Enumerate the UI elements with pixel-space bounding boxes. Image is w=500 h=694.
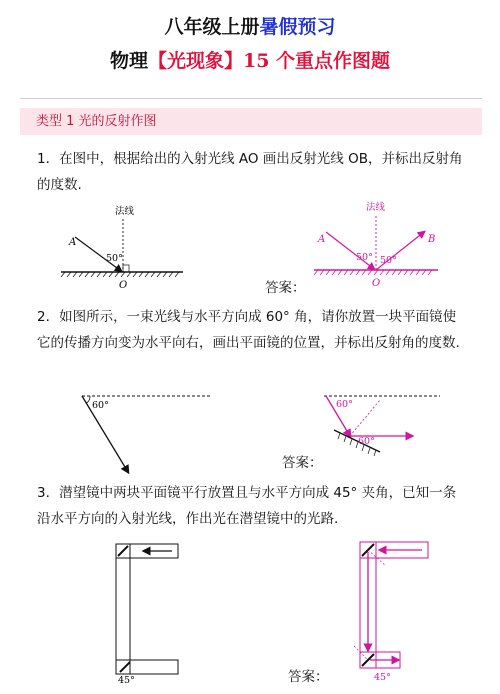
- q3-ans-angle-label: 45°: [374, 672, 391, 683]
- q3-ans-normal-bottom: [354, 646, 368, 660]
- q2-angle-arc: [87, 396, 91, 403]
- q1-ans-angle-left: 50°: [356, 252, 373, 263]
- q1-ans-label-o: O: [372, 278, 381, 289]
- question-3-text: 3．潜望镜中两块平面镜平行放置且与水平方向成 45° 夹角，已知一条沿水平方向的入射光线，作出光在潜望镜中的光路.: [37, 485, 457, 527]
- q2-ans-angle-top: 60°: [336, 399, 353, 410]
- q3-top-mirror: [118, 546, 128, 556]
- page-title-line1: [0, 12, 500, 39]
- section-type-bar: [20, 108, 482, 135]
- title-topic: 【光现象】15 个重点作图题: [147, 50, 391, 72]
- q1-normal-label: 法线: [115, 206, 135, 217]
- q1-ans-label-a: A: [318, 234, 326, 245]
- q1-label-a: A: [69, 237, 77, 248]
- q1-ans-angle-right: 50°: [380, 255, 397, 266]
- q3-bottom-mirror: [120, 662, 130, 672]
- q1-angle-label: 50°: [106, 253, 123, 264]
- q1-mirror-hatch: [61, 272, 179, 277]
- q3-angle-label: 45°: [118, 675, 135, 686]
- q1-diagram: [55, 205, 205, 290]
- header-divider: [20, 98, 482, 99]
- q3-answer-diagram: [352, 540, 432, 682]
- q1-ans-normal-label: 法线: [366, 202, 386, 213]
- title-grade: 八年级上册: [164, 16, 260, 38]
- question-2-text: 2．如图所示，一束光线与水平方向成 60° 角，请你放置一块平面镜使它的传播方向变为水平向右，画出平面镜的位置，并标出反射角的度数.: [37, 309, 460, 351]
- q1-label-o: O: [119, 280, 128, 291]
- q1-ans-mirror-hatch: [314, 270, 432, 275]
- q3-periscope-body-left: [116, 544, 130, 674]
- title-summer-preview: 暑假预习: [259, 16, 336, 38]
- q1-answer-diagram: [308, 200, 458, 290]
- section-label: 类型 1 光的反射作图: [36, 114, 157, 129]
- title-subject: 物理: [109, 50, 148, 72]
- q1-answer-label: 答案：: [265, 280, 306, 296]
- q2-ans-angle-mirror: 60°: [358, 436, 375, 447]
- q2-answer-diagram: [320, 392, 475, 467]
- q2-diagram: [78, 392, 218, 477]
- page-title-line2: [0, 46, 500, 73]
- q1-ans-label-b: B: [428, 234, 436, 245]
- q3-diagram: [110, 540, 210, 686]
- q2-ans-normal: [350, 400, 380, 436]
- question-1-text: 1．在图中，根据给出的入射光线 AO 画出反射光线 OB，并标出反射角的度数.: [37, 151, 463, 193]
- q3-answer-label: 答案：: [288, 669, 329, 685]
- q2-angle-label: 60°: [92, 400, 109, 411]
- q1-right-angle-mark: [123, 265, 129, 272]
- q1-ans-incident-ray: [326, 232, 374, 269]
- q2-answer-label: 答案：: [282, 455, 323, 471]
